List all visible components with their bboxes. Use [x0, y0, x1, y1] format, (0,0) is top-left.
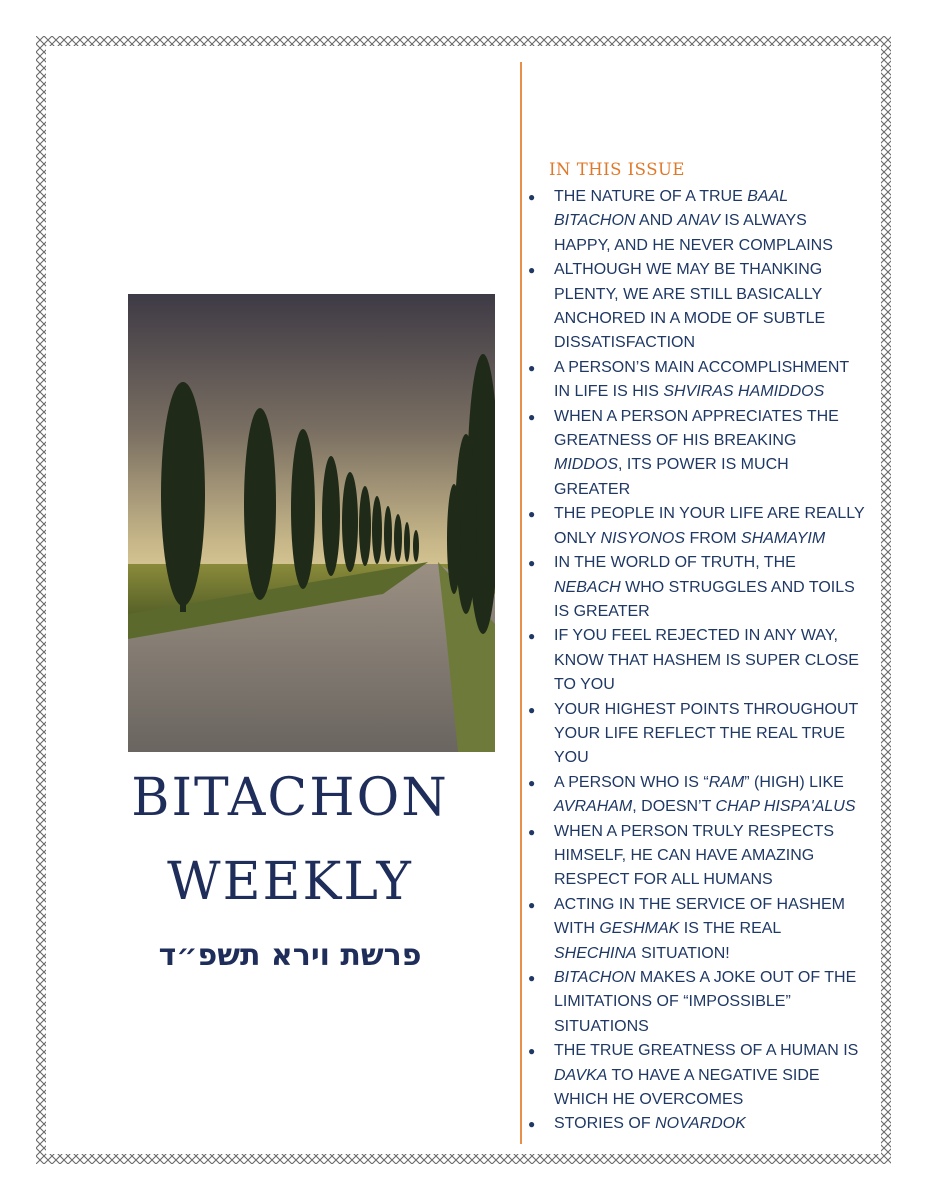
toc-item-text: MIDDOS: [554, 456, 618, 474]
toc-item-text: NEBACH: [554, 578, 621, 596]
bullet-icon: ●: [528, 556, 536, 571]
bullet-icon: ●: [528, 409, 536, 424]
bullet-icon: ●: [528, 1044, 536, 1059]
toc-item: [526, 698, 866, 771]
bullet-icon: ●: [528, 629, 536, 644]
in-this-issue-heading: IN THIS ISSUE: [549, 160, 685, 179]
bullet-icon: ●: [528, 263, 536, 278]
toc-item-text: ALTHOUGH WE MAY BE THANKING PLENTY, WE ARE STILL BASICALLY ANCHORED IN A MODE OF SUBTLE DISSATISFACTION: [554, 261, 826, 352]
bullet-icon: ●: [528, 897, 536, 912]
bullet-icon: ●: [528, 824, 536, 839]
newsletter-title-line-1: BITACHON: [131, 768, 449, 828]
toc-item-text: TO HAVE A NEGATIVE SIDE WHICH HE OVERCOMES: [554, 1066, 820, 1109]
toc-item: [526, 820, 866, 893]
toc-item-text: ACTING IN THE SERVICE OF HASHEM WITH: [554, 895, 846, 938]
cover-photo: [128, 294, 495, 752]
toc-item: [526, 1039, 866, 1112]
toc-item-text: STORIES OF: [554, 1115, 656, 1133]
column-divider: [520, 62, 522, 1144]
toc-item-text: CHAP HISPA'ALUS: [715, 798, 856, 816]
toc-item-text: SHVIRAS HAMIDDOS: [663, 383, 825, 401]
toc-item-text: ANAV: [677, 212, 720, 230]
newsletter-title-line-2: WEEKLY: [167, 852, 413, 912]
toc-item-text: IS THE REAL: [679, 920, 781, 938]
toc-item-text: SITUATION!: [636, 944, 730, 962]
bullet-icon: ●: [528, 971, 536, 985]
toc-item: [526, 771, 866, 820]
toc-item-text: GESHMAK: [599, 920, 680, 938]
toc-item-text: AVRAHAM: [554, 798, 633, 816]
bullet-icon: ●: [528, 1117, 536, 1132]
toc-item: [526, 893, 866, 966]
toc-item-text: THE NATURE OF A TRUE: [554, 188, 748, 205]
toc-item-text: DAVKA: [554, 1066, 608, 1084]
toc-item-text: IN THE WORLD OF TRUTH, THE: [554, 554, 796, 572]
bullet-icon: ●: [528, 190, 536, 204]
toc-item: [526, 966, 866, 1039]
toc-item: [526, 624, 866, 697]
toc-item: [526, 258, 866, 356]
toc-item-text: RAM: [708, 773, 745, 791]
bullet-icon: ●: [528, 507, 536, 522]
bullet-icon: ●: [528, 702, 536, 717]
toc-item: [526, 1112, 866, 1136]
toc-item-text: , DOESN’T: [632, 798, 716, 816]
toc-item-text: SHAMAYIM: [741, 529, 826, 547]
bullet-icon: ●: [528, 775, 536, 790]
toc-item-text: WHEN A PERSON TRULY RESPECTS HIMSELF, HE CAN HAVE AMAZING RESPECT FOR ALL HUMANS: [554, 822, 835, 889]
toc-item-text: MAKES A JOKE OUT OF THE LIMITATIONS OF “IMPOSSIBLE” SITUATIONS: [554, 969, 857, 1035]
toc-item-text: A PERSON’S MAIN ACCOMPLISHMENT IN LIFE IS HIS: [554, 358, 849, 401]
toc-item-text: WHEN A PERSON APPRECIATES THE GREATNESS OF HIS BREAKING: [554, 407, 839, 450]
toc-item-text: WHO STRUGGLES AND TOILS IS GREATER: [554, 578, 855, 620]
toc-item-text: THE PEOPLE IN YOUR LIFE ARE REALLY ONLY: [554, 505, 865, 547]
toc-item: [526, 502, 866, 551]
toc-item-text: NOVARDOK: [655, 1115, 746, 1133]
toc-item-text: BAAL BITACHON: [554, 188, 788, 230]
toc-item: [526, 356, 866, 405]
toc-item-text: NISYONOS: [600, 529, 686, 547]
toc-item-text: THE TRUE GREATNESS OF A HUMAN IS: [554, 1042, 859, 1060]
toc-item: [526, 405, 866, 503]
bullet-icon: ●: [528, 360, 536, 375]
parsha-hebrew-title: פרשת וירא תשפ״ד: [158, 938, 422, 973]
table-of-contents: [526, 185, 866, 1137]
toc-item: [526, 551, 866, 624]
toc-item-text: ” (HIGH) LIKE: [744, 773, 844, 791]
toc-item-text: A PERSON WHO IS “: [554, 773, 709, 791]
toc-item-text: BITACHON: [554, 969, 636, 986]
toc-item: [526, 185, 866, 258]
toc-item-text: SHECHINA: [554, 944, 637, 962]
toc-item-text: IS ALWAYS HAPPY, AND HE NEVER COMPLAINS: [554, 212, 833, 254]
toc-item-text: AND: [635, 212, 678, 230]
toc-item-text: IF YOU FEEL REJECTED IN ANY WAY, KNOW THAT HASHEM IS SUPER CLOSE TO YOU: [554, 627, 859, 694]
toc-item-text: YOUR HIGHEST POINTS THROUGHOUT YOUR LIFE REFLECT THE REAL TRUE YOU: [554, 700, 859, 767]
toc-item-text: FROM: [685, 529, 742, 547]
toc-item-text: , ITS POWER IS MUCH GREATER: [554, 456, 789, 498]
